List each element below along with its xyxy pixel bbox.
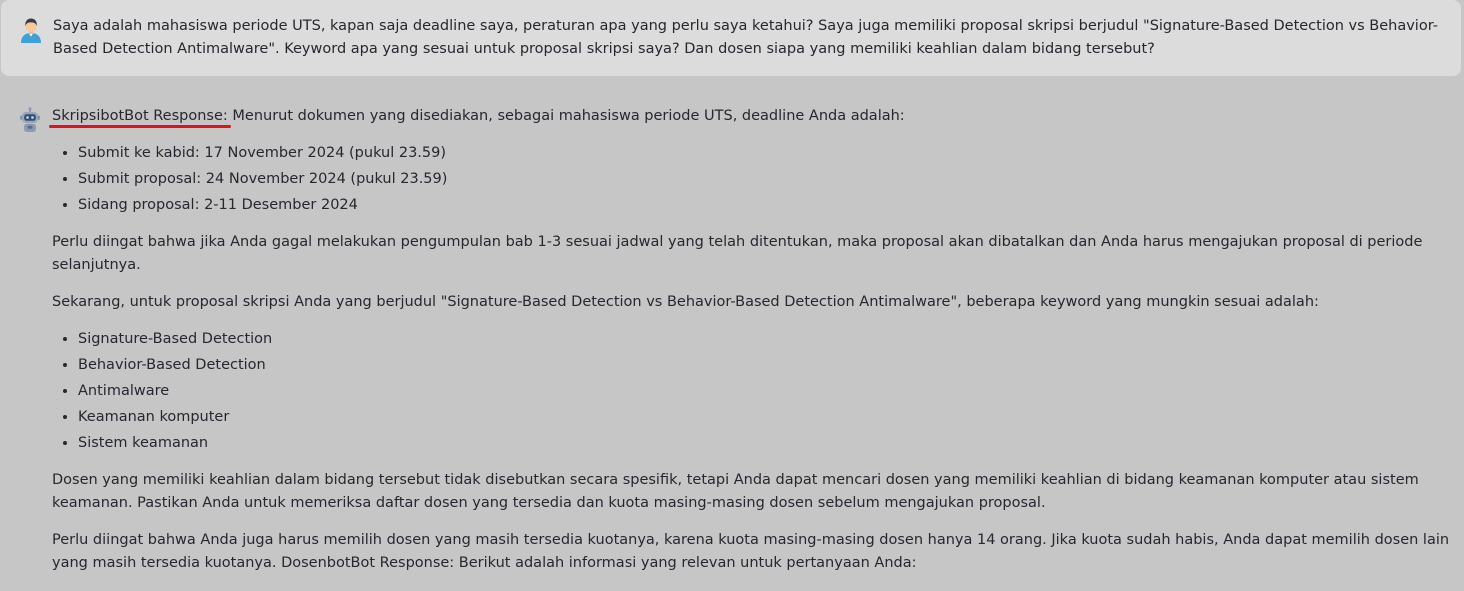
bot-paragraph: Dosen yang memiliki keahlian dalam bidang tersebut tidak disebutkan secara spesifik, tetapi Anda dapat mencari dosen yang memiliki keahlian di bidang keamanan komputer atau sistem keamanan. Pastikan Anda untuk memeriksa daftar dosen yang tersedia dan kuota masing-masing dosen sebelum mengajukan proposal. bbox=[52, 472, 1419, 511]
list-item: • Sistem keamanan bbox=[78, 432, 1457, 455]
user-message-text: Saya adalah mahasiswa periode UTS, kapan saja deadline saya, peraturan apa yang perlu saya ketahui? Saya juga memiliki proposal skripsi berjudul "Signature-Based Detection vs Behavior-Based Detection Antimalware". Keyword apa yang sesuai untuk proposal skripsi saya? Dan dosen siapa yang memiliki keahlian dalam bidang tersebut? bbox=[53, 18, 1438, 57]
bot-response-label-text: SkripsibotBot Response: bbox=[52, 108, 228, 124]
keyword-list bbox=[52, 328, 1457, 455]
user-avatar-icon bbox=[18, 17, 44, 43]
bot-response-label bbox=[52, 108, 228, 124]
bot-paragraph: Sekarang, untuk proposal skripsi Anda yang berjudul "Signature-Based Detection vs Behavior-Based Detection Antimalware", beberapa keyword yang mungkin sesuai adalah: bbox=[52, 294, 1319, 310]
list-item: • Keamanan komputer bbox=[78, 406, 1457, 429]
list-item: • Behavior-Based Detection bbox=[78, 354, 1457, 377]
bot-message bbox=[52, 105, 1457, 589]
list-item: • Submit proposal: 24 November 2024 (pukul 23.59) bbox=[78, 168, 1457, 191]
deadline-list bbox=[52, 142, 1457, 217]
bot-intro-text: Menurut dokumen yang disediakan, sebagai mahasiswa periode UTS, deadline Anda adalah: bbox=[227, 108, 905, 124]
bot-intro bbox=[52, 105, 1457, 128]
list-item: • Signature-Based Detection bbox=[78, 328, 1457, 351]
list-item: • Submit ke kabid: 17 November 2024 (pukul 23.59) bbox=[78, 142, 1457, 165]
list-item: • Antimalware bbox=[78, 380, 1457, 403]
bot-paragraph: Perlu diingat bahwa jika Anda gagal melakukan pengumpulan bab 1-3 sesuai jadwal yang telah ditentukan, maka proposal akan dibatalkan dan Anda harus mengajukan proposal di periode selanjutnya. bbox=[52, 234, 1423, 273]
user-message bbox=[1, 0, 1461, 76]
robot-avatar-icon bbox=[17, 107, 43, 133]
bot-paragraph: Perlu diingat bahwa Anda juga harus memilih dosen yang masih tersedia kuotanya, karena kuota masing-masing dosen hanya 14 orang. Jika kuota sudah habis, Anda dapat memilih dosen lain yang masih tersedia kuotanya. DosenbotBot Response: Berikut adalah informasi yang relevan untuk pertanyaan Anda: bbox=[52, 532, 1450, 571]
annotation-underline bbox=[49, 125, 231, 128]
list-item: • Sidang proposal: 2-11 Desember 2024 bbox=[78, 194, 1457, 217]
